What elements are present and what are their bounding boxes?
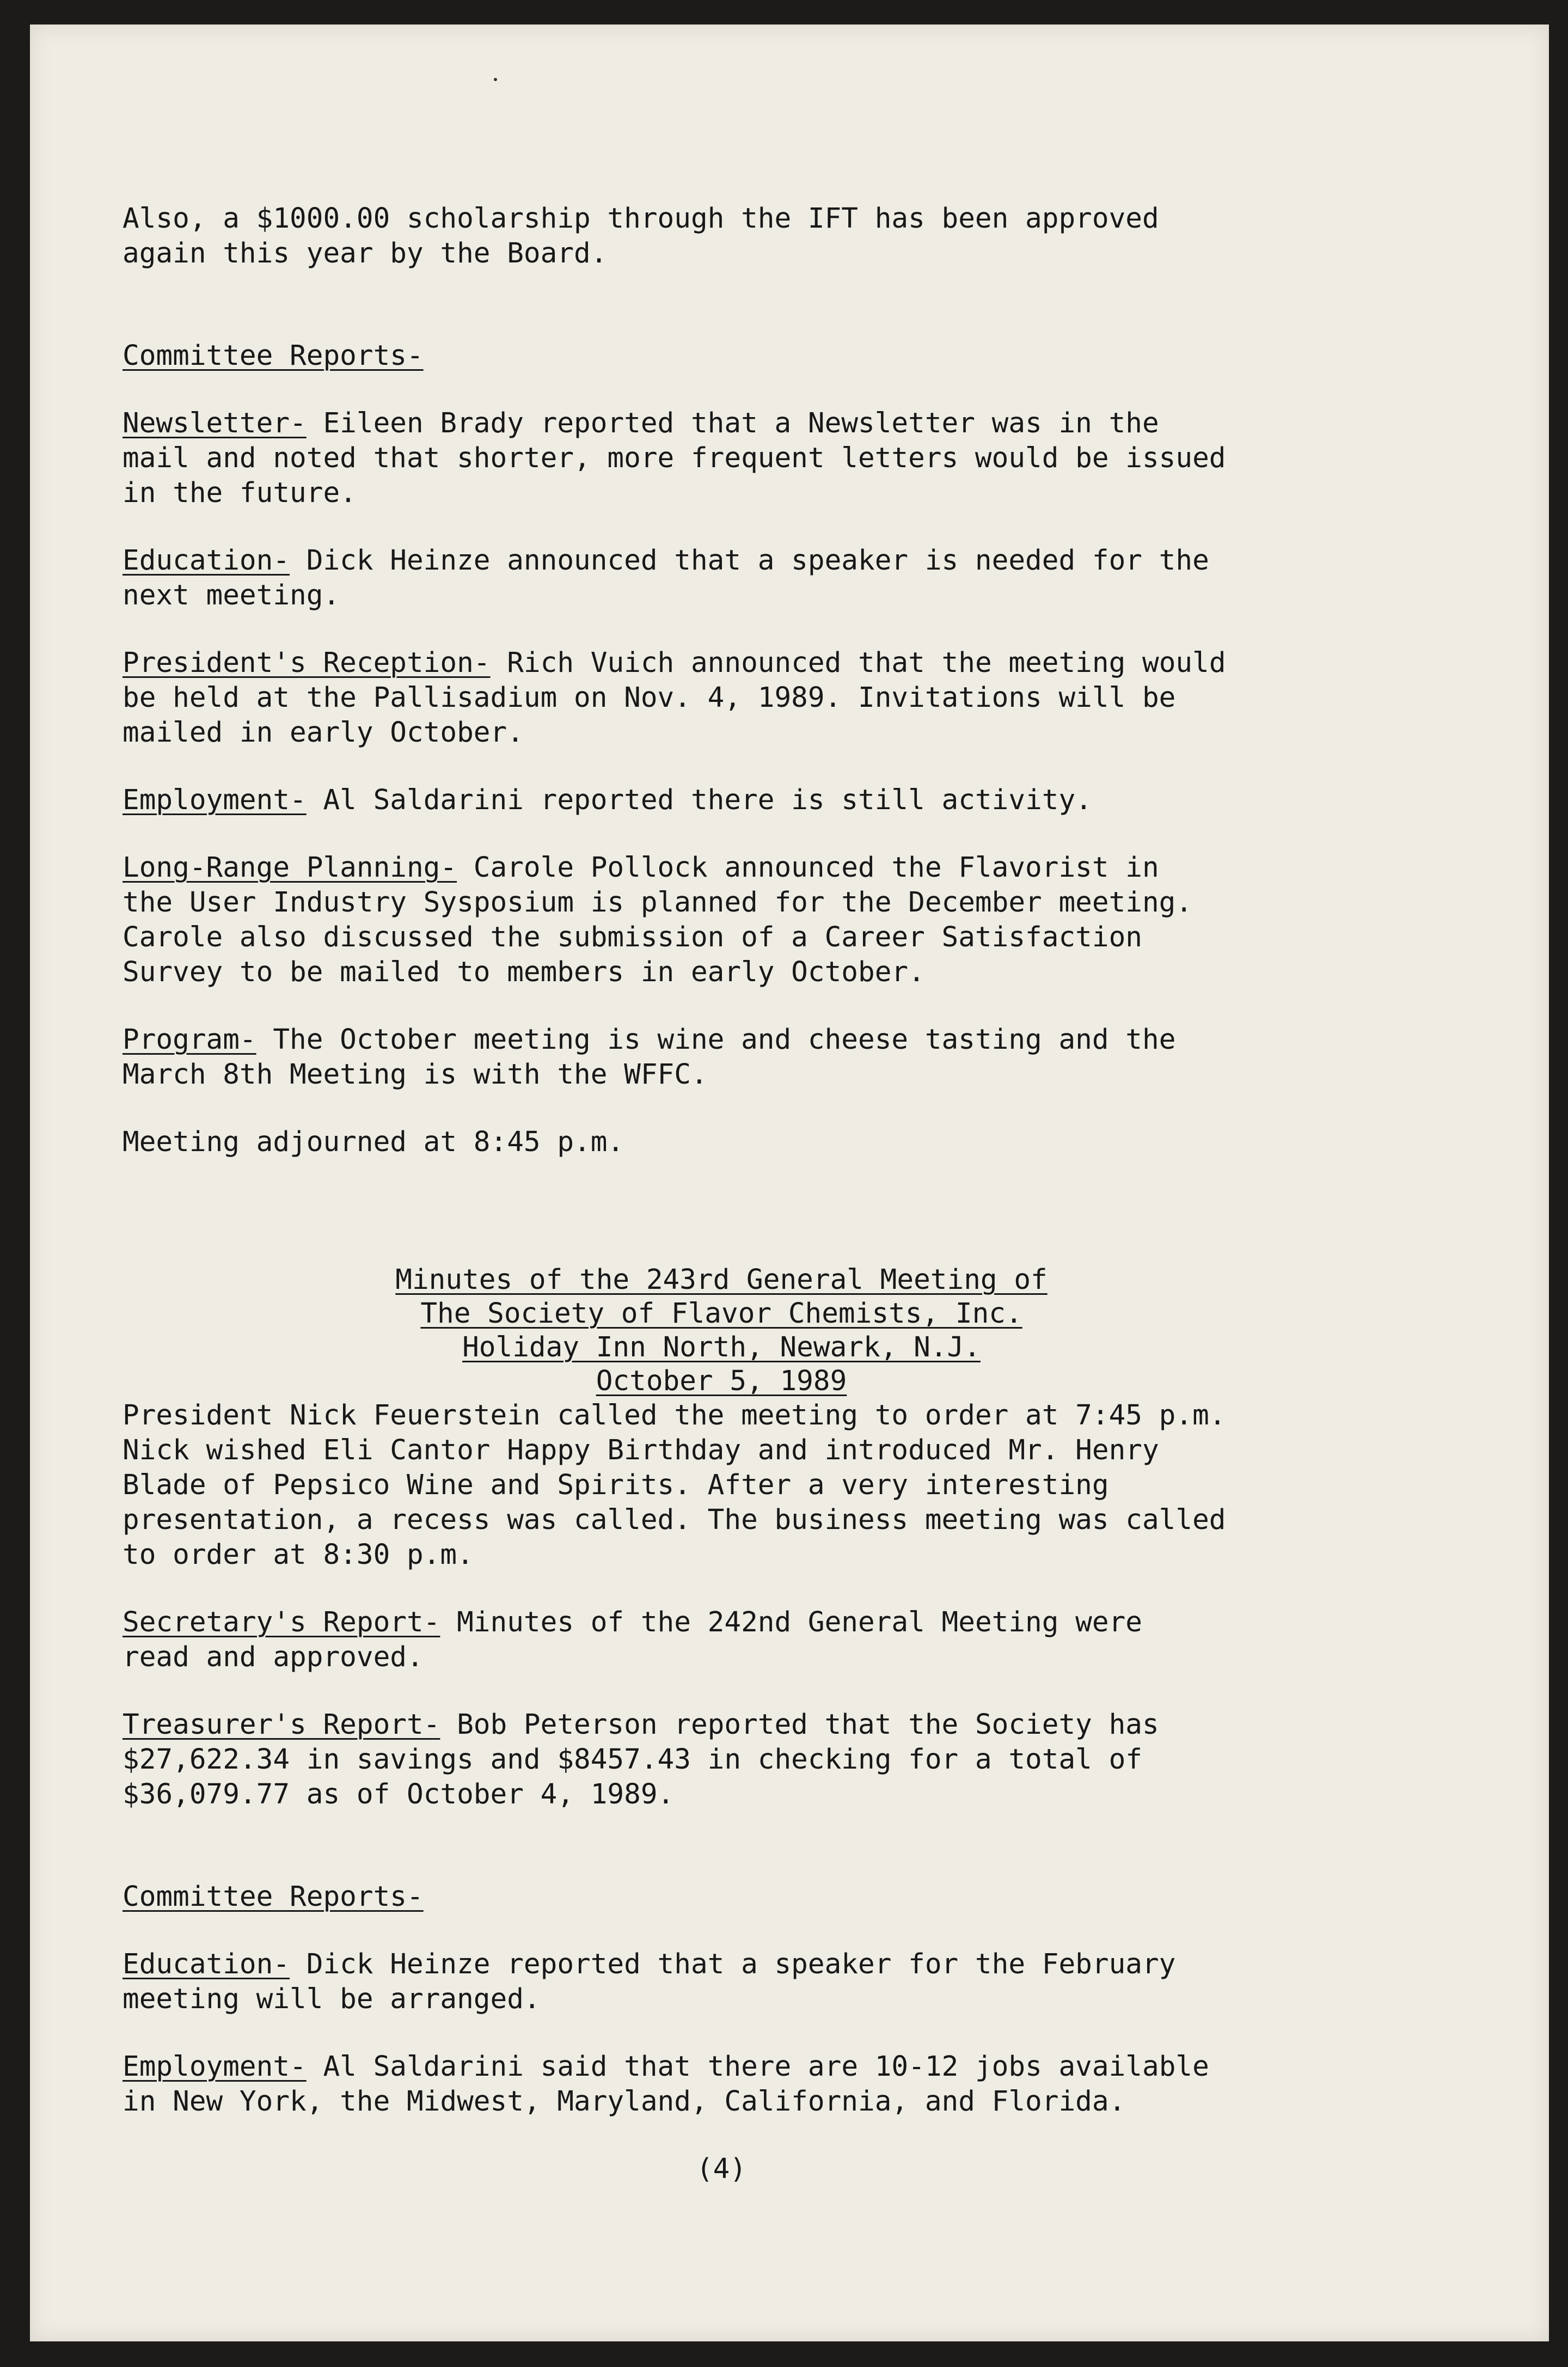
report-body: The October meeting is wine and cheese tasting and the March 8th Meeting is with the WFFC. <box>122 1024 1176 1091</box>
report-body: Al Saldarini reported there is still activity. <box>306 784 1092 816</box>
document-page <box>30 25 1549 2341</box>
report-treasurer <box>122 1708 1516 1812</box>
report-presidents-reception <box>122 646 1516 750</box>
report-long-range-planning <box>122 851 1516 990</box>
report-body: Eileen Brady reported that a Newsletter was in the mail and noted that shorter, more frequent letters would be issued in the future. <box>122 407 1226 509</box>
paper-speck <box>494 78 497 81</box>
report-title: Newsletter- <box>122 407 307 439</box>
report-body: Dick Heinze reported that a speaker for the February meeting will be arranged. <box>122 1948 1176 2015</box>
adjourned-line: Meeting adjourned at 8:45 p.m. <box>122 1126 624 1158</box>
report-title: Employment- <box>122 2051 307 2083</box>
report-body: Bob Peterson reported that the Society has $27,622.34 in savings and $8457.43 in checking for a total of $36,079.77 as of October 4, 1989. <box>122 1709 1159 1811</box>
report-education-2 <box>122 1947 1516 2017</box>
report-body: Rich Vuich announced that the meeting would be held at the Pallisadium on Nov. 4, 1989. Invitations will be mailed in early October. <box>122 647 1226 749</box>
document-body <box>122 201 1516 2187</box>
report-newsletter <box>122 406 1516 511</box>
minutes-header <box>122 1263 1320 1398</box>
report-title: Education- <box>122 545 290 577</box>
report-title: President's Reception- <box>122 647 491 679</box>
minutes-title: Minutes of the 243rd General Meeting of <box>395 1264 1048 1296</box>
report-body: Dick Heinze announced that a speaker is needed for the next meeting. <box>122 545 1209 611</box>
report-title: Program- <box>122 1024 256 1056</box>
report-title: Employment- <box>122 784 307 816</box>
report-body: Carole Pollock announced the Flavorist in the User Industry Sysposium is planned for the December meeting. Carole also discussed the submission of a Career Satisfaction Survey to be mailed to members in early October. <box>122 852 1193 988</box>
committee-reports-heading-1 <box>122 304 1516 374</box>
report-title: Long-Range Planning- <box>122 852 457 884</box>
intro-paragraph: Also, a $1000.00 scholarship through the IFT has been approved again this year by the Board. <box>122 203 1159 270</box>
page-number: (4) <box>696 2153 747 2185</box>
section-heading: Committee Reports- <box>122 340 424 372</box>
meeting-location: Holiday Inn North, Newark, N.J. <box>462 1331 981 1363</box>
report-employment-2 <box>122 2050 1516 2119</box>
report-education-1 <box>122 543 1516 613</box>
section-heading: Committee Reports- <box>122 1881 424 1913</box>
report-title: Education- <box>122 1948 290 1980</box>
report-program <box>122 1023 1516 1092</box>
report-body: Al Saldarini said that there are 10-12 jobs available in New York, the Midwest, Maryland, California, and Florida. <box>122 2051 1209 2118</box>
committee-reports-heading-2 <box>122 1845 1516 1915</box>
report-employment-1 <box>122 783 1516 818</box>
report-title: Secretary's Report- <box>122 1606 440 1638</box>
report-body: Minutes of the 242nd General Meeting were read and approved. <box>122 1606 1142 1673</box>
opening-paragraph: President Nick Feuerstein called the meeting to order at 7:45 p.m. Nick wished Eli Cantor Happy Birthday and introduced Mr. Henry Blade of Pepsico Wine and Spirits. After a very interesting presentation, a recess was called. The business meeting was called to order at 8:30 p.m. <box>122 1399 1226 1571</box>
meeting-date: October 5, 1989 <box>596 1365 847 1397</box>
society-name: The Society of Flavor Chemists, Inc. <box>420 1298 1022 1330</box>
report-title: Treasurer's Report- <box>122 1709 440 1741</box>
report-secretary <box>122 1605 1516 1675</box>
